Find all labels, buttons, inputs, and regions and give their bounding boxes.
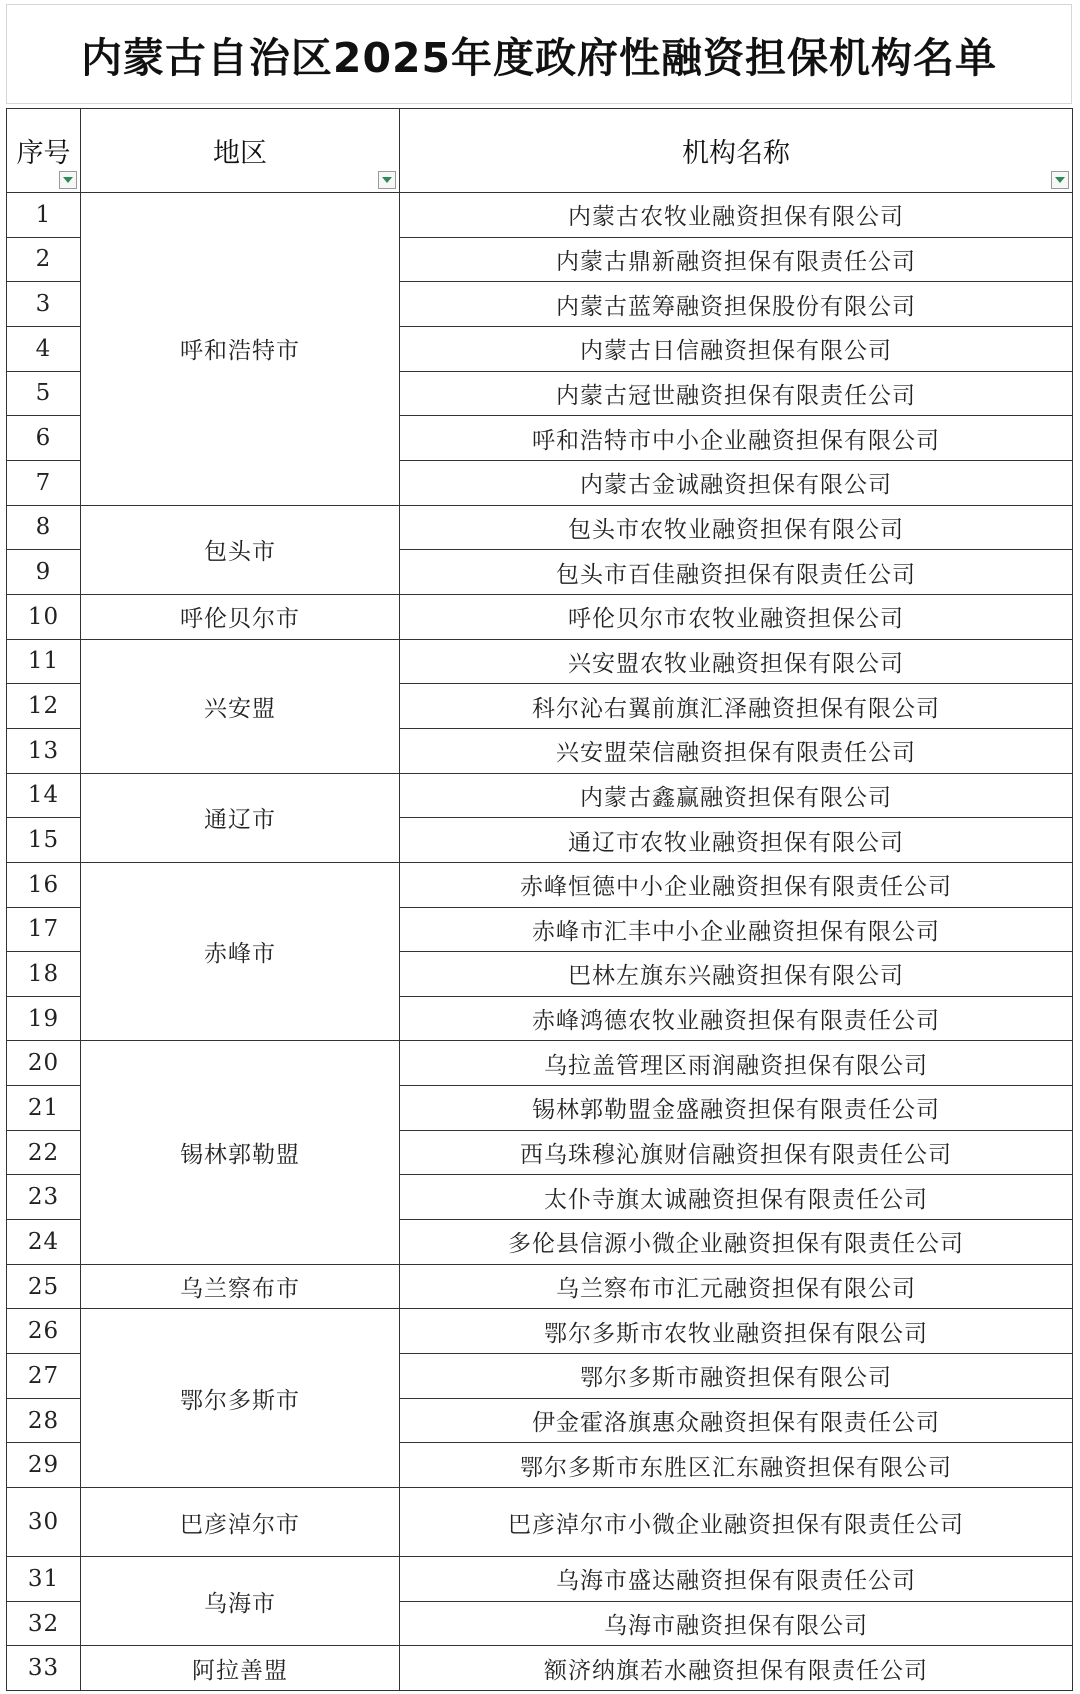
row-index-cell: 3 [7, 282, 81, 327]
filter-dropdown-button[interactable] [378, 171, 396, 189]
filter-dropdown-button[interactable] [1051, 171, 1069, 189]
table-row [7, 1488, 1073, 1557]
row-index-cell: 9 [7, 550, 81, 595]
region-cell: 锡林郭勒盟 [81, 1041, 400, 1264]
institution-name-cell: 鄂尔多斯市融资担保有限公司 [400, 1354, 1073, 1399]
row-index-cell: 20 [7, 1041, 81, 1086]
institution-name-cell: 鄂尔多斯市农牧业融资担保有限公司 [400, 1309, 1073, 1354]
institution-name-cell: 西乌珠穆沁旗财信融资担保有限责任公司 [400, 1130, 1073, 1175]
institution-name-cell: 鄂尔多斯市东胜区汇东融资担保有限公司 [400, 1443, 1073, 1488]
region-cell: 乌海市 [81, 1557, 400, 1646]
region-cell: 鄂尔多斯市 [81, 1309, 400, 1488]
table-row [7, 1646, 1073, 1691]
row-index-cell: 19 [7, 996, 81, 1041]
institution-name-cell: 内蒙古日信融资担保有限公司 [400, 326, 1073, 371]
row-index-cell: 22 [7, 1130, 81, 1175]
filter-dropdown-button[interactable] [59, 171, 77, 189]
row-index-cell: 16 [7, 862, 81, 907]
row-index-cell: 15 [7, 818, 81, 863]
institution-name-cell: 乌拉盖管理区雨润融资担保有限公司 [400, 1041, 1073, 1086]
row-index-cell: 28 [7, 1398, 81, 1443]
institution-name-cell: 呼伦贝尔市农牧业融资担保公司 [400, 594, 1073, 639]
institution-name-cell: 内蒙古蓝筹融资担保股份有限公司 [400, 282, 1073, 327]
row-index-cell: 33 [7, 1646, 81, 1691]
institution-name-cell: 伊金霍洛旗惠众融资担保有限责任公司 [400, 1398, 1073, 1443]
row-index-cell: 8 [7, 505, 81, 550]
institution-name-cell: 多伦县信源小微企业融资担保有限责任公司 [400, 1220, 1073, 1265]
institution-name-cell: 巴彦淖尔市小微企业融资担保有限责任公司 [400, 1488, 1073, 1557]
row-index-cell: 7 [7, 460, 81, 505]
institution-name-cell: 锡林郭勒盟金盛融资担保有限责任公司 [400, 1086, 1073, 1131]
row-index-cell: 13 [7, 728, 81, 773]
row-index-cell: 1 [7, 193, 81, 238]
row-index-cell: 27 [7, 1354, 81, 1399]
institution-name-cell: 乌海市融资担保有限公司 [400, 1601, 1073, 1646]
region-cell: 呼伦贝尔市 [81, 594, 400, 639]
header-name-label: 机构名称 [682, 138, 790, 169]
row-index-cell: 26 [7, 1309, 81, 1354]
table-row [7, 1557, 1073, 1602]
institution-name-cell: 内蒙古鑫赢融资担保有限公司 [400, 773, 1073, 818]
row-index-cell: 10 [7, 594, 81, 639]
institution-name-cell: 包头市百佳融资担保有限责任公司 [400, 550, 1073, 595]
row-index-cell: 18 [7, 952, 81, 997]
row-index-cell: 30 [7, 1488, 81, 1557]
institution-name-cell: 包头市农牧业融资担保有限公司 [400, 505, 1073, 550]
row-index-cell: 32 [7, 1601, 81, 1646]
table-row [7, 1041, 1073, 1086]
region-cell: 呼和浩特市 [81, 193, 400, 506]
row-index-cell: 29 [7, 1443, 81, 1488]
institution-name-cell: 赤峰鸿德农牧业融资担保有限责任公司 [400, 996, 1073, 1041]
row-index-cell: 17 [7, 907, 81, 952]
institution-name-cell: 乌兰察布市汇元融资担保有限公司 [400, 1264, 1073, 1309]
institution-name-cell: 通辽市农牧业融资担保有限公司 [400, 818, 1073, 863]
institution-name-cell: 额济纳旗若水融资担保有限责任公司 [400, 1646, 1073, 1691]
table-row [7, 639, 1073, 684]
institution-name-cell: 科尔沁右翼前旗汇泽融资担保有限公司 [400, 684, 1073, 729]
header-index [7, 109, 81, 193]
row-index-cell: 23 [7, 1175, 81, 1220]
table-row [7, 862, 1073, 907]
row-index-cell: 25 [7, 1264, 81, 1309]
table-row [7, 773, 1073, 818]
institution-name-cell: 巴林左旗东兴融资担保有限公司 [400, 952, 1073, 997]
table-row [7, 1309, 1073, 1354]
row-index-cell: 11 [7, 639, 81, 684]
header-index-label: 序号 [16, 138, 71, 169]
header-name [400, 109, 1073, 193]
guarantee-institution-table [6, 108, 1073, 1691]
row-index-cell: 4 [7, 326, 81, 371]
institution-name-cell: 内蒙古农牧业融资担保有限公司 [400, 193, 1073, 238]
institution-name-cell: 太仆寺旗太诚融资担保有限责任公司 [400, 1175, 1073, 1220]
institution-name-cell: 内蒙古金诚融资担保有限公司 [400, 460, 1073, 505]
region-cell: 兴安盟 [81, 639, 400, 773]
institution-name-cell: 内蒙古冠世融资担保有限责任公司 [400, 371, 1073, 416]
row-index-cell: 12 [7, 684, 81, 729]
institution-name-cell: 赤峰市汇丰中小企业融资担保有限公司 [400, 907, 1073, 952]
header-row [7, 109, 1073, 193]
institution-name-cell: 内蒙古鼎新融资担保有限责任公司 [400, 237, 1073, 282]
institution-name-cell: 兴安盟农牧业融资担保有限公司 [400, 639, 1073, 684]
dropdown-arrow-icon [1055, 177, 1065, 183]
table-row [7, 594, 1073, 639]
region-cell: 包头市 [81, 505, 400, 594]
page-title: 内蒙古自治区2025年度政府性融资担保机构名单 [6, 4, 1072, 104]
dropdown-arrow-icon [382, 177, 392, 183]
institution-name-cell: 兴安盟荣信融资担保有限责任公司 [400, 728, 1073, 773]
region-cell: 乌兰察布市 [81, 1264, 400, 1309]
row-index-cell: 14 [7, 773, 81, 818]
institution-name-cell: 呼和浩特市中小企业融资担保有限公司 [400, 416, 1073, 461]
row-index-cell: 21 [7, 1086, 81, 1131]
row-index-cell: 5 [7, 371, 81, 416]
institution-name-cell: 赤峰恒德中小企业融资担保有限责任公司 [400, 862, 1073, 907]
header-region-label: 地区 [213, 138, 267, 169]
table-row [7, 505, 1073, 550]
dropdown-arrow-icon [63, 177, 73, 183]
header-region [81, 109, 400, 193]
region-cell: 巴彦淖尔市 [81, 1488, 400, 1557]
table-body [7, 193, 1073, 1691]
row-index-cell: 31 [7, 1557, 81, 1602]
region-cell: 赤峰市 [81, 862, 400, 1041]
region-cell: 通辽市 [81, 773, 400, 862]
table-row [7, 1264, 1073, 1309]
institution-name-cell: 乌海市盛达融资担保有限责任公司 [400, 1557, 1073, 1602]
row-index-cell: 2 [7, 237, 81, 282]
row-index-cell: 24 [7, 1220, 81, 1265]
table-row [7, 193, 1073, 238]
row-index-cell: 6 [7, 416, 81, 461]
region-cell: 阿拉善盟 [81, 1646, 400, 1691]
